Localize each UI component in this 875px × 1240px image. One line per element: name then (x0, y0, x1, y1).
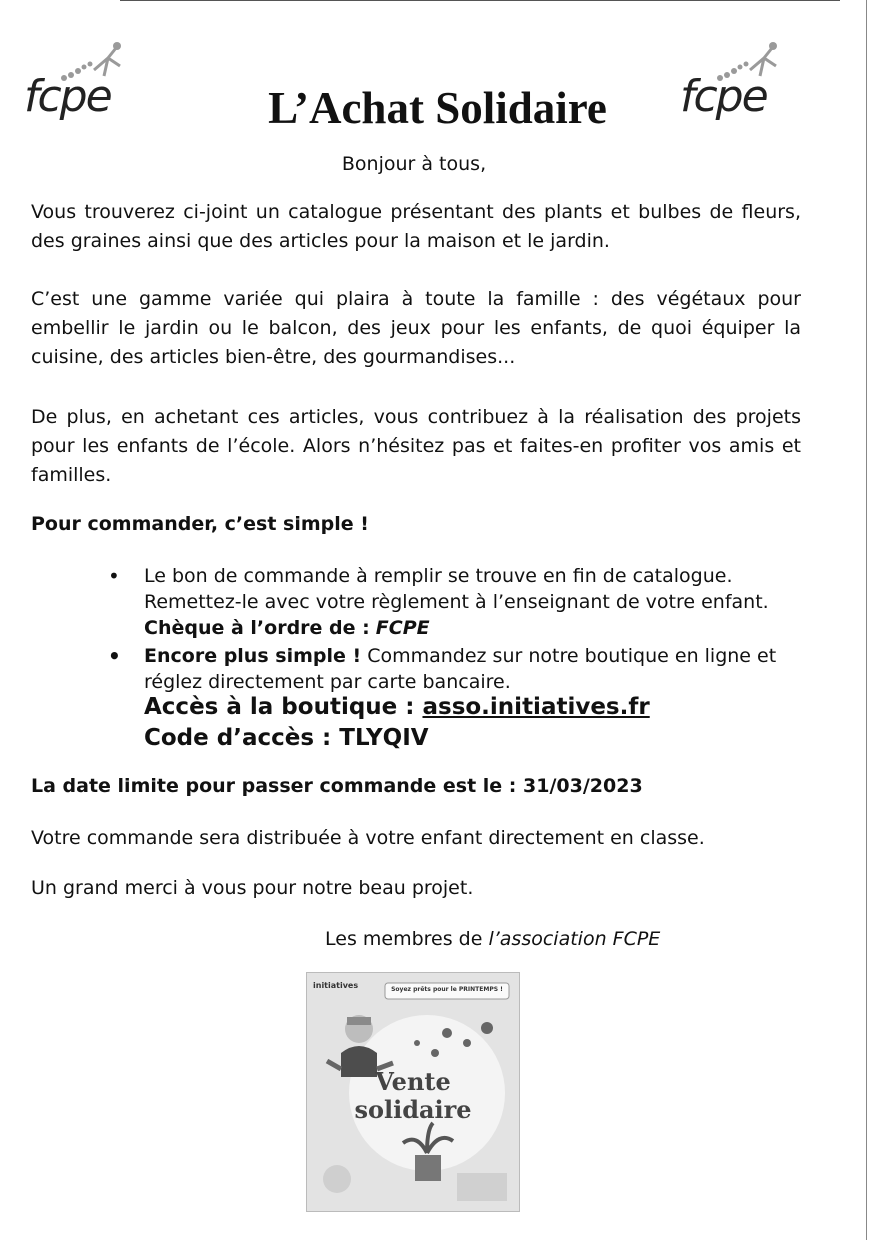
cheque-payee: FCPE (375, 617, 430, 639)
online-order-body: Commandez sur notre boutique en ligne et réglez directement par carte bancaire. (144, 645, 777, 693)
bullet-dot: • (108, 644, 121, 668)
cover-brand: initiatives (313, 981, 359, 990)
scan-edge-right (866, 0, 867, 1240)
signature (325, 925, 660, 954)
shop-link[interactable]: asso.initiatives.fr (422, 694, 650, 720)
cover-title-line2: solidaire (354, 1095, 472, 1124)
cover-title-line1: Vente (375, 1067, 451, 1096)
fcpe-logo-text-left: fcpe (24, 71, 111, 122)
cheque-label: Chèque à l’ordre de : (144, 617, 370, 639)
bullet-paper-order-text (144, 563, 804, 641)
range-paragraph: C’est une gamme variée qui plaira à toute la famille : des végétaux pour embellir le jardin ou le balcon, des jeux pour les enfants, de quoi équiper la cuisine, des articles bien-être, des gourmandises... (31, 288, 801, 368)
bullet-online-order-text (144, 643, 804, 695)
access-code-line (144, 723, 429, 753)
catalog-cover-image (306, 972, 520, 1212)
signature-association: l’association FCPE (488, 928, 661, 950)
signature-prefix: Les membres de (325, 928, 483, 950)
shop-access-label: Accès à la boutique : (144, 694, 415, 720)
cover-tagline: Soyez prêts pour le PRINTEMPS ! (391, 986, 503, 993)
access-code-value: TLYQIV (339, 725, 429, 751)
bullet-paper-order-body: Le bon de commande à remplir se trouve en fin de catalogue. Remettez-le avec votre règlement à l’enseignant de votre enfant. (144, 565, 769, 613)
fcpe-logo-text-right: fcpe (680, 71, 767, 122)
page-title: L’Achat Solidaire (268, 83, 607, 133)
online-order-emphasis: Encore plus simple ! (144, 645, 362, 667)
greeting: Bonjour à tous, (341, 153, 487, 175)
bullet-dot: • (108, 564, 120, 588)
scan-edge-top (120, 0, 840, 1)
thanks-note: Un grand merci à vous pour notre beau projet. (31, 877, 474, 899)
order-heading: Pour commander, c’est simple ! (31, 513, 369, 535)
shop-access-line (144, 692, 650, 722)
projects-paragraph: De plus, en achetant ces articles, vous contribuez à la réalisation des projets pour les enfants de l’école. Alors n’hésitez pas et faites-en profiter vos amis et familles. (31, 406, 801, 486)
access-code-label: Code d’accès : (144, 725, 332, 751)
intro-paragraph: Vous trouverez ci-joint un catalogue présentant des plants et bulbes de fleurs, des graines ainsi que des articles pour la maison et le jardin. (31, 201, 801, 252)
distribution-note: Votre commande sera distribuée à votre enfant directement en classe. (31, 827, 705, 849)
deadline: La date limite pour passer commande est le : 31/03/2023 (31, 775, 643, 797)
